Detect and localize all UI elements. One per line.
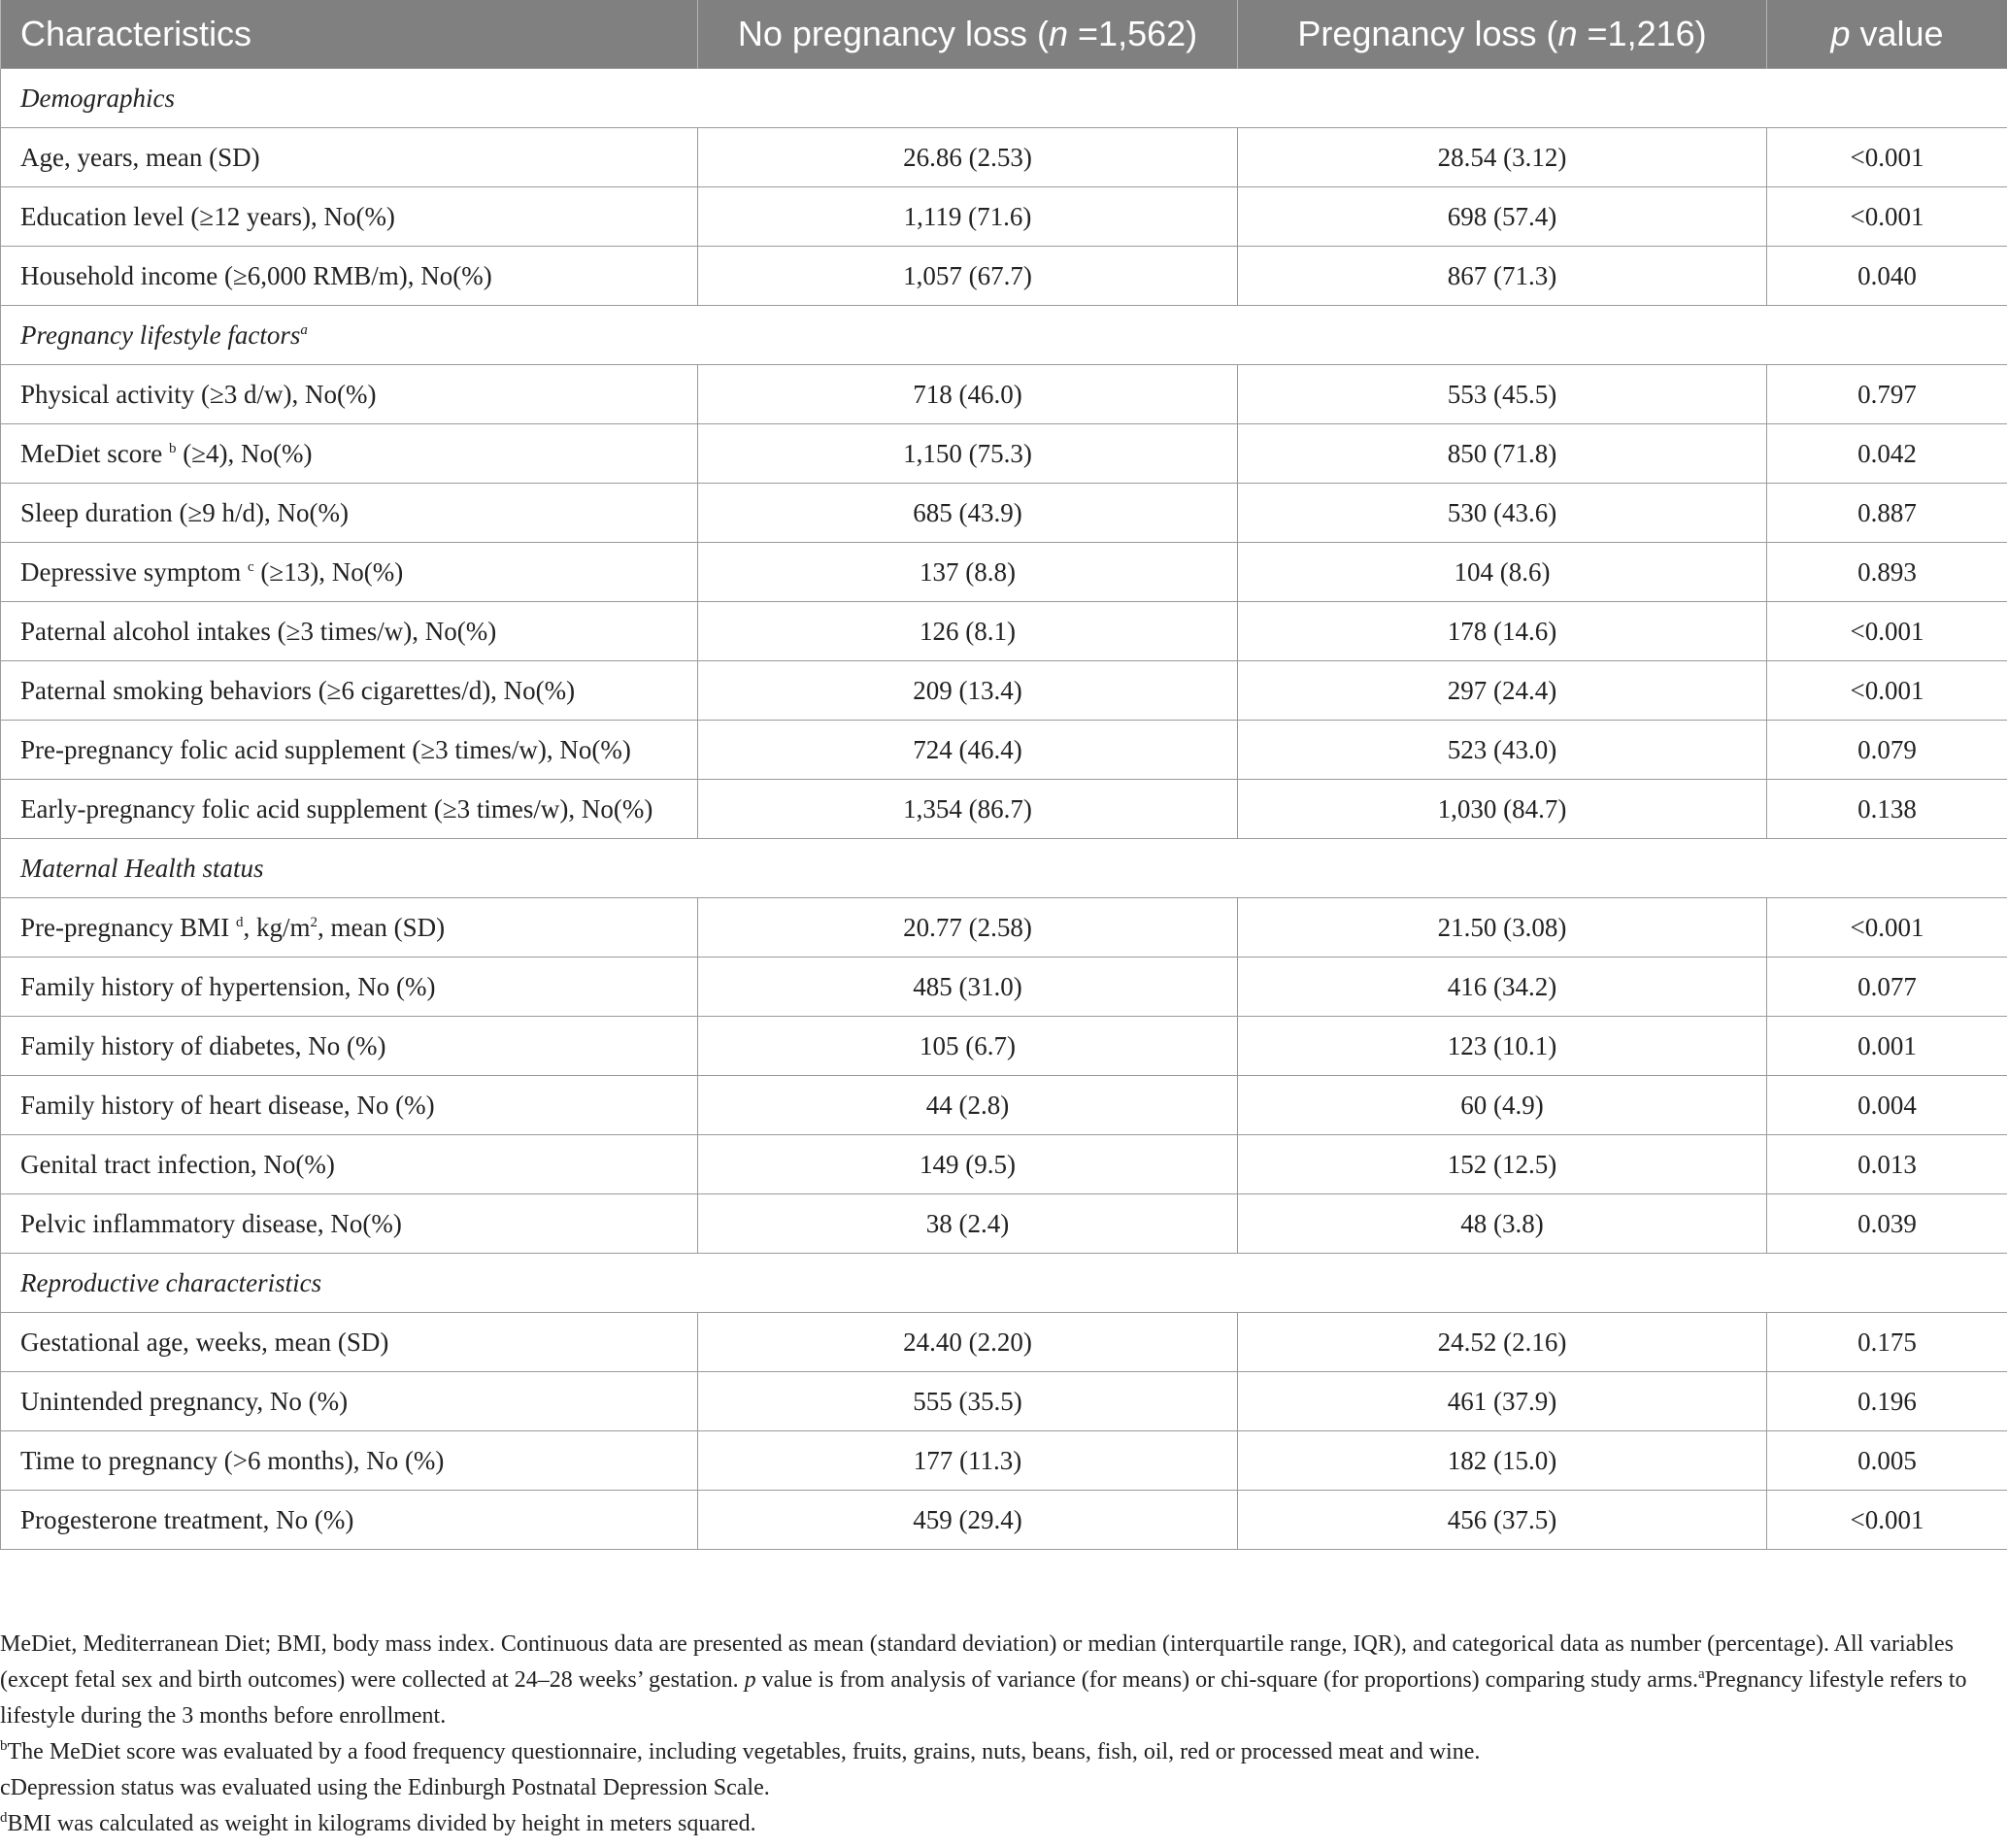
section-demographics: Demographics [1, 69, 2007, 128]
table-row: Pre-pregnancy folic acid supplement (≥3 times/w), No(%) 724 (46.4) 523 (43.0) 0.079 [1, 721, 2007, 780]
section-lifestyle: Pregnancy lifestyle factors$^a$ [1, 306, 2007, 365]
table-row: Early-pregnancy folic acid supplement (≥3 times/w), No(%) 1,354 (86.7) 1,030 (84.7) 0.138 [1, 780, 2007, 839]
header-pregnancy-loss: Pregnancy loss (n =1,216) [1238, 0, 1767, 69]
table-row: Pre-pregnancy BMI $^d$, $kg/m^2$, mean (SD) 20.77 (2.58) 21.50 (3.08) <0.001 [1, 898, 2007, 958]
table-row: Progesterone treatment, No (%) 459 (29.4) 456 (37.5) <0.001 [1, 1491, 2007, 1550]
table-row: Gestational age, weeks, mean (SD) 24.40 (2.20) 24.52 (2.16) 0.175 [1, 1313, 2007, 1372]
table-row: Household income (≥6,000 RMB/m), No(%) 1,057 (67.7) 867 (71.3) 0.040 [1, 247, 2007, 306]
table-row: Paternal smoking behaviors (≥6 cigarettes/d), No(%) 209 (13.4) 297 (24.4) <0.001 [1, 661, 2007, 721]
header-characteristics: Characteristics [1, 0, 698, 69]
table-row: Education level (≥12 years), No(%) 1,119 (71.6) 698 (57.4) <0.001 [1, 187, 2007, 247]
table-row: Paternal alcohol intakes (≥3 times/w), No(%) 126 (8.1) 178 (14.6) <0.001 [1, 602, 2007, 661]
table-row: MeDiet score $^b$ (≥4), No(%) 1,150 (75.3) 850 (71.8) 0.042 [1, 424, 2007, 484]
table-footnotes [0, 1627, 1990, 1842]
table-row: Physical activity (≥3 d/w), No(%) 718 (46.0) 553 (45.5) 0.797 [1, 365, 2007, 424]
footnote-b: $^b$The MeDiet score was evaluated by a food frequency questionnaire, including vegetables, fruits, grains, nuts, beans, fish, oil, red or processed meat and wine. [0, 1738, 1481, 1764]
header-no-pregnancy-loss: No pregnancy loss (n =1,562) [698, 0, 1238, 69]
section-maternal-health: Maternal Health status [1, 839, 2007, 898]
table-row: Unintended pregnancy, No (%) 555 (35.5) 461 (37.9) 0.196 [1, 1372, 2007, 1431]
table-row: Sleep duration (≥9 h/d), No(%) 685 (43.9) 530 (43.6) 0.887 [1, 484, 2007, 543]
table-row: Family history of heart disease, No (%) 44 (2.8) 60 (4.9) 0.004 [1, 1076, 2007, 1135]
table-row: Family history of hypertension, No (%) 485 (31.0) 416 (34.2) 0.077 [1, 958, 2007, 1017]
table-row: Genital tract infection, No(%) 149 (9.5) 152 (12.5) 0.013 [1, 1135, 2007, 1194]
header-row [1, 0, 2007, 69]
table-row: Age, years, mean (SD) 26.86 (2.53) 28.54 (3.12) <0.001 [1, 128, 2007, 187]
header-p-value: p value [1767, 0, 2007, 69]
table-row: Pelvic inflammatory disease, No(%) 38 (2.4) 48 (3.8) 0.039 [1, 1194, 2007, 1254]
table-row: Time to pregnancy (>6 months), No (%) 177 (11.3) 182 (15.0) 0.005 [1, 1431, 2007, 1491]
section-reproductive: Reproductive characteristics [1, 1254, 2007, 1313]
footnote-d: $^d$BMI was calculated as weight in kilograms divided by height in meters squared. [0, 1810, 756, 1836]
table-row: Family history of diabetes, No (%) 105 (6.7) 123 (10.1) 0.001 [1, 1017, 2007, 1076]
footnote-c: cDepression status was evaluated using the Edinburgh Postnatal Depression Scale. [0, 1775, 770, 1800]
footnote-main: MeDiet, Mediterranean Diet; BMI, body mass index. Continuous data are presented as mean (standard deviation) or median (interquartile range, IQR), and categorical data as number (percentage). All variables (except fetal sex and birth outcomes) were collected at 24–28 weeks’ gestation. p value is from analysis of variance (for means) or chi-square (for proportions) comparing study arms.$^a$Pregnancy lifestyle refers to lifestyle during the 3 months before enrollment. [0, 1631, 1967, 1729]
table-row: Depressive symptom $^c$ (≥13), No(%) 137 (8.8) 104 (8.6) 0.893 [1, 543, 2007, 602]
